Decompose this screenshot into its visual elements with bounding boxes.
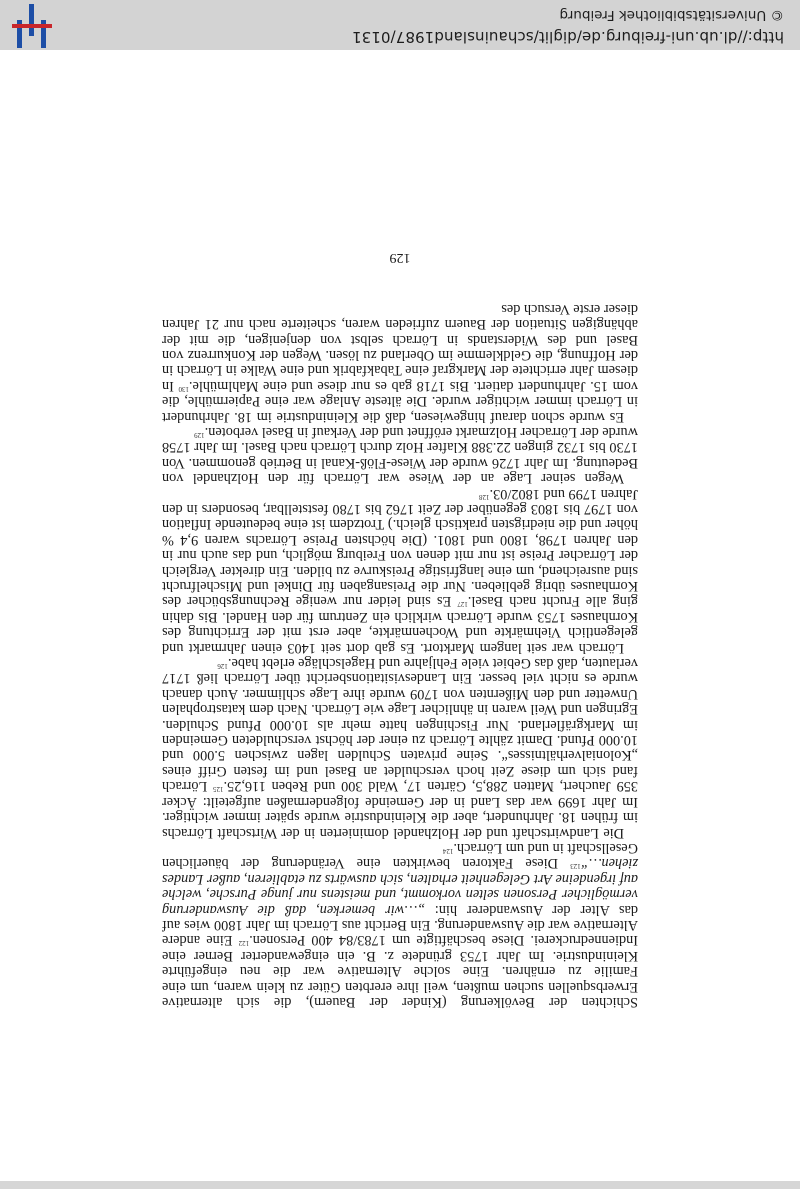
- footnote-marker: 122: [238, 939, 250, 948]
- footer-bar: [0, 0, 800, 50]
- text-run: Lörrach fand sich um diese Zeit hoch verschuldet an Basel und im festen Griff eines „Kolonialverhältnisses“. Seine privaten Schulden lagen zwischen 5.000 und 10.000 Pfund. Damit zählte Lörrach zu einer der höchst verschuldeten Gemeinden im Markgräflerland. Nur Fischingen hatte mehr als 10.000 Pfund Schulden. Egringen und Weil waren in ähnlicher Lage wie Lörrach. Nach dem katastrophalen Unwetter und den Mißernten von 1709 wurde ihre Lage schlimmer. Auch danach wurde es nicht viel besser. Ein Landesvisitationsbericht über Lörrach ließ 1717 verlauten, daß das Gebiet viele Fehljahre und Hagelschläge erlebt habe.: [162, 655, 638, 795]
- page-number: 129: [389, 250, 411, 265]
- text-run: Lörrach war seit langem Marktort. Es gab dort seit 1403 einen Jahrmarkt und gelegentlich Viehmärkte und Wochenmärkte, aber erst mit der Errichtung des Kornhauses 1753 wurde Lörrach wirklich ein Zentrum für den Handel. Bis dahin ging alle Frucht nach Basel.: [162, 593, 638, 656]
- top-border-strip: [0, 1181, 800, 1189]
- footnote-marker: 130: [178, 384, 189, 393]
- text-run: Wegen seiner Lage an der Wiese war Lörrach für den Holzhandel von Bedeutung. Im Jahr 1726 wurde der Wiese-Flöß-Kanal in Betrieb genommen. Von 1730 bis 1732 gingen 22.388 Klafter Holz durch Lörrach nach Basel. Im Jahr 1758 wurde der Lörracher Holzmarkt eröffnet und der Verkauf in Basel verboten.: [162, 423, 638, 487]
- footnote-marker: 126: [217, 662, 228, 671]
- body-paragraph: [162, 300, 638, 423]
- text-run: Diese Faktoren bewirkten eine Veränderung der bäuerlichen Gesellschaft in und um Lörrach.: [162, 839, 638, 872]
- university-library-logo-icon: [12, 4, 52, 48]
- footnote-marker: 127: [457, 600, 468, 609]
- body-paragraph: [162, 840, 638, 1009]
- body-paragraph: [162, 424, 638, 486]
- footer-url-link[interactable]: http://dl.ub.uni-freiburg.de/diglit/schauinsland1987/0131: [351, 28, 784, 46]
- body-text: [162, 300, 638, 1009]
- text-run: Es wurde schon darauf hingewiesen, daß die Kleinindustrie im 18. Jahrhundert in Lörrach immer wichtiger wurde. Die älteste Anlage war eine Papiermühle, die vom 15. Jahrhundert datiert. Bis 1718 gab es nur diese und eine Mahlmühle.: [162, 377, 638, 425]
- footnote-marker: 123: [570, 862, 581, 871]
- footnote-marker: 125: [213, 785, 224, 794]
- text-run: Schichten der Bevölkerung (Kinder der Bauern), die sich alternative Erwerbsquellen suchen mußten, weil ihre ererbten Güter zu klein waren, um eine Familie zu ernähren. Eine solche Alternative war die neu eingeführte Kleinindustrie. Im Jahr 1753 gründete z. B. ein eingewanderter Berner eine Indiennedruckerei. Diese beschäftigte um 1783/84 400 Personen.: [162, 932, 638, 1010]
- text-run: Es sind leider nur wenige Rechnungsbücher des Kornhauses übrig geblieben. Nur die Preisangaben für Dinkel und Mischelfrucht sind ausreichend, um eine langfristige Preiskurve zu bilden. Ein direkter Vergleich der Lörracher Preise ist nur mit denen von Freiburg möglich, und das auch nur in den Jahren 1798, 1800 und 1801. (Die höchsten Preise Lörrachs waren 9,4 % höher und die niedrigsten praktisch gleich.) Trotzdem ist eine bedeutende Inflation von 1797 bis 1803 gegenüber der Zeit 1762 bis 1780 feststellbar, besonders in den Jahren 1799 und 1802/03.: [162, 485, 638, 610]
- text-run: Die Landwirtschaft und der Holzhandel dominierten in der Wirtschaft Lörrachs im frühen 18. Jahrhundert, aber die Kleinindustrie wurde später immer wichtiger. Im Jahr 1699 war das Land in der Gemeinde folgendermaßen aufgeteilt: Äcker 359 Jauchert, Matten 288,5, Gärten 17, Wald 300 und Reben 116,25.: [162, 778, 638, 841]
- footnote-marker: 129: [194, 430, 205, 439]
- footnote-marker: 124: [442, 846, 454, 855]
- footnote-marker: 128: [478, 492, 490, 501]
- text-run: Eine andere Alternative war die Auswanderung. Ein Bericht aus Lörrach im Jahr 1800 wies auf das Alter der Auswanderer hin:: [162, 901, 638, 949]
- body-paragraph: [162, 485, 638, 654]
- footer-copyright: © Universitätsbibliothek Freiburg: [559, 7, 784, 23]
- body-paragraph: [162, 655, 638, 840]
- text-run: In diesem Jahr errichtete der Markgraf eine Tabakfabrik und eine Walke in Lörrach in der Hoffnung, die Geldklemme im Oberland zu lösen. Wegen der Konkurrenz von Basel und des Widerstands in Lörrach selbst von denjenigen, die mit der abhängigen Situation der Bauern zufrieden waren, scheiterte nach nur 21 Jahren dieser erste Versuch des: [162, 300, 638, 394]
- quoted-text: „…wir bemerken, daß die Auswanderung vermöglicher Personen selten vorkommt, und meistens nur junge Pursche, welche auf irgendeine Art Gelegenheit erhalten, sich auswärts zu etablieren, außer Landes ziehen…“: [162, 855, 638, 918]
